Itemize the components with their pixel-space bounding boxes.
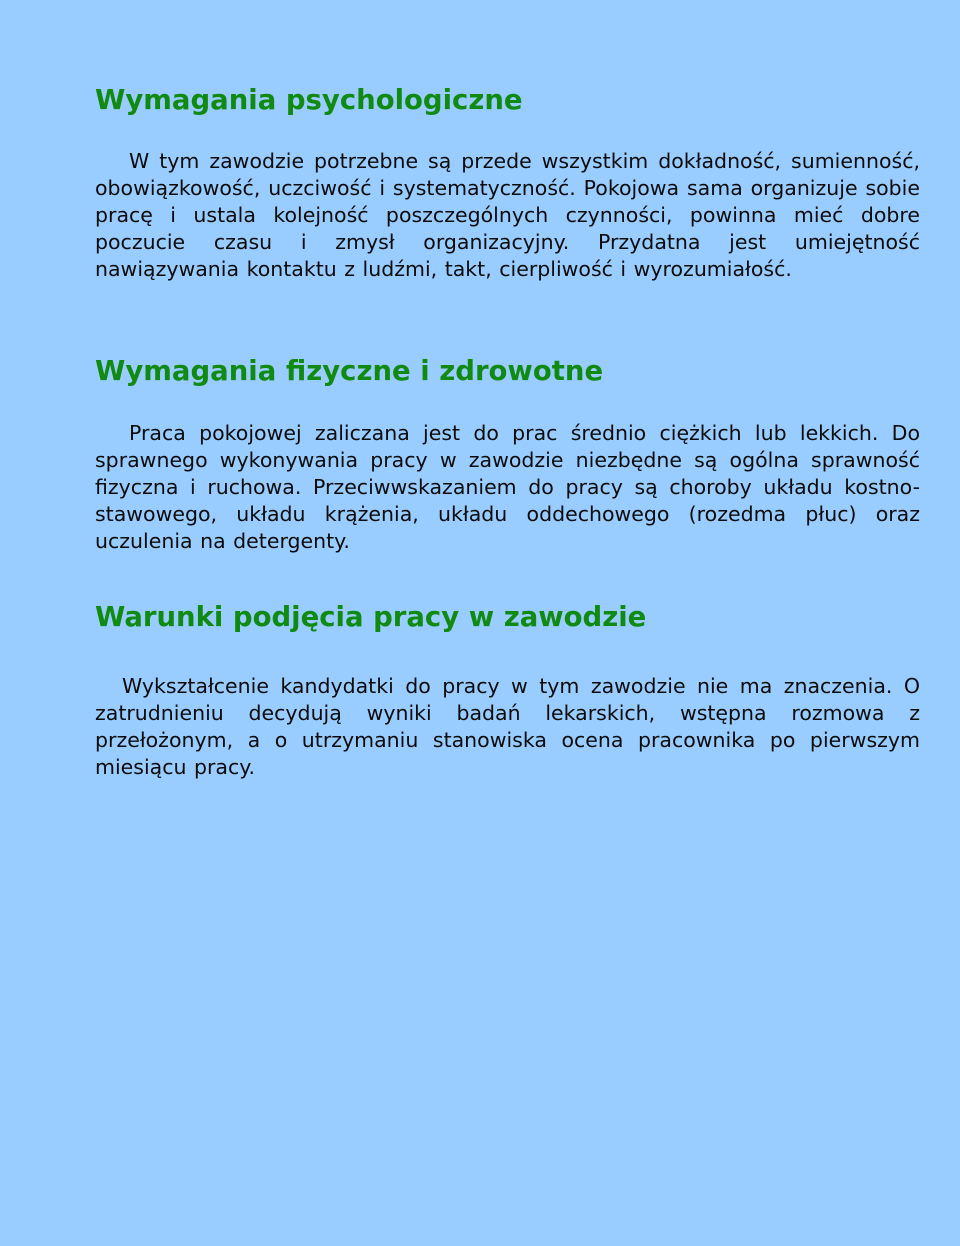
section-heading-psychological: Wymagania psychologiczne — [95, 84, 523, 116]
section-body-physical-health: Praca pokojowej zaliczana jest do prac średnio ciężkich lub lekkich. Do sprawnego wykonywania pracy w zawodzie niezbędne są ogólna sprawność fizyczna i ruchowa. Przeciwwskazaniem do pracy są choroby układu kostno-stawowego, układu krążenia, układu oddechowego (rozedma płuc) oraz uczulenia na detergenty. — [95, 421, 920, 553]
section-body-employment-conditions: Wykształcenie kandydatki do pracy w tym zawodzie nie ma znaczenia. O zatrudnieniu decydują wyniki badań lekarskich, wstępna rozmowa z przełożonym, a o utrzymaniu stanowiska ocena pracownika po pierwszym miesiącu pracy. — [95, 674, 920, 779]
section-body-psychological: W tym zawodzie potrzebne są przede wszystkim dokładność, sumienność, obowiązkowość, uczciwość i systematyczność. Pokojowa sama organizuje sobie pracę i ustala kolejność poszczególnych czynności, powinna mieć dobre poczucie czasu i zmysł organizacyjny. Przydatna jest umiejętność nawiązywania kontaktu z ludźmi, takt, cierpliwość i wyrozumiałość. — [95, 149, 920, 281]
section-heading-physical-health: Wymagania fizyczne i zdrowotne — [95, 355, 604, 387]
section-heading-employment-conditions: Warunki podjęcia pracy w zawodzie — [95, 601, 647, 633]
